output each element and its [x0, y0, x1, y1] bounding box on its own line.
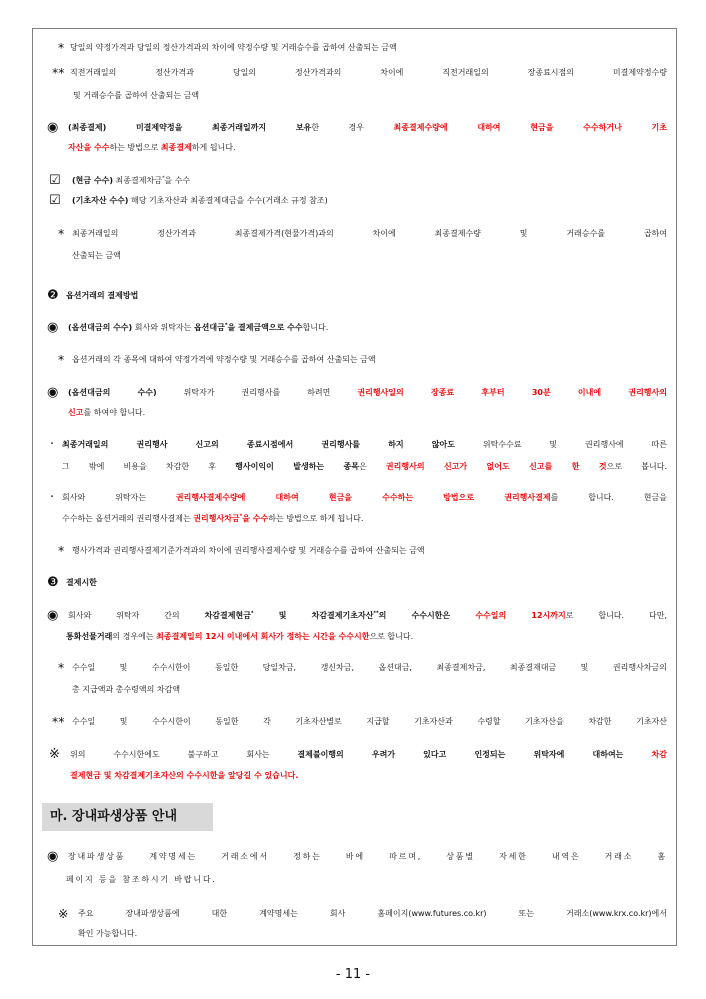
bold-text: 의 수수시한은: [378, 611, 476, 620]
red-emphasis-text: 결제현금 및 차감결제기초자산의 수수시한을 앞당길 수 있습니다.: [70, 771, 299, 780]
red-emphasis-text: 자산을 수수: [68, 143, 110, 152]
text-run: 산출되는 금액: [72, 251, 121, 260]
text-run: 회사와 위탁자는: [132, 323, 194, 332]
bold-text: 옵션대금: [193, 323, 225, 332]
text-run: 를 하여야 합니다.: [83, 408, 146, 417]
fisheye-bullet-icon: ◉: [47, 120, 59, 135]
text-run: 당일의 약정가격과 당일의 정산가격과의 차이에 약정수량 및 거래승수를 곱하여 산출되는 금액: [70, 43, 397, 52]
bold-text: (기초자산 수수): [72, 196, 129, 205]
text-run: 주요 장내파생상품에 대한 계약명세는 회사 홈페이지(www.futures.co.kr) 또는 거래소(www.krx.co.kr)에서: [78, 909, 667, 918]
superscript-mark: *: [250, 610, 254, 617]
footnote-line: [78, 906, 667, 922]
text-run: 으로 합니다.: [369, 632, 414, 641]
number-2-icon: ❷: [47, 288, 59, 303]
text-run: 최종거래일의 정산가격과 최종결제가격(현물가격)과의 차이에 최종결제수량 및 거래승수를 곱하여: [72, 229, 667, 238]
paragraph-line: [68, 849, 667, 865]
asterisk-marker: *: [58, 352, 65, 367]
paragraph-line: [66, 629, 667, 645]
footnote-line: [72, 352, 667, 368]
text-run: 수수하는 옵션거래의 권리행사결제는: [62, 514, 194, 523]
section-heading: [66, 575, 667, 591]
bold-text: 을 결제금액으로 수수: [227, 323, 303, 332]
fisheye-bullet-icon: ◉: [47, 608, 59, 623]
page-number: - 11 -: [335, 967, 371, 982]
reference-mark-icon: ※: [49, 747, 60, 762]
red-emphasis-text: 차감: [651, 750, 667, 759]
red-emphasis-text: 수수일의 12시까지: [475, 611, 566, 620]
paragraph-line: [62, 459, 667, 475]
section-header-ma: [42, 803, 213, 831]
text-run: 페이지 등을 참조하시기 바랍니다.: [66, 875, 217, 884]
bold-text: 최종거래일의 권리행사 신고의 종료시점에서 권리행사를 하지 않아도: [62, 440, 455, 449]
superscript-mark: *: [239, 513, 243, 520]
reference-mark-icon: ※: [58, 906, 69, 921]
red-emphasis-text: 최종결제: [160, 143, 192, 152]
red-emphasis-text: 최종결제일의 12시 이내에서 회사가 정하는 시간을 수수시한: [156, 632, 370, 641]
checkbox-checked-icon: ☑: [49, 173, 61, 188]
section-title: 마. 장내파생상품 안내: [50, 809, 178, 824]
number-3-icon: ❸: [47, 575, 59, 590]
text-run: 최종결제차금: [113, 176, 162, 185]
text-run: 로 합니다. 다만,: [565, 611, 667, 620]
text-run: 수수일 및 수수시한이 동일한 각 기초자산별로 지급할 기초자산과 수령할 기초자산을 차감한 기초자산: [72, 717, 667, 726]
text-run: 합니다.: [302, 323, 329, 332]
paragraph-line: [68, 320, 667, 336]
paragraph-line: [62, 511, 667, 527]
bold-text: (옵션대금의 수수): [68, 388, 157, 397]
checkbox-checked-icon: ☑: [49, 193, 61, 208]
text-run: 회사와 위탁자 간의: [68, 611, 205, 620]
red-emphasis-text: 권리행사결제수량에 대하여 현금을 수수하는 방법으로 권리행사결제: [175, 493, 551, 502]
text-run: 의 경우에는: [112, 632, 157, 641]
text-run: 으로 봅니다.: [606, 462, 667, 471]
footnote-line: [72, 248, 667, 264]
text-run: 하는 방법으로 하게 됩니다.: [268, 514, 364, 523]
text-run: 회사와 위탁자는: [62, 493, 176, 502]
red-emphasis-text: 을 수수: [242, 514, 269, 523]
text-run: 하게 됩니다.: [191, 143, 236, 152]
footnote-line: [70, 65, 667, 81]
fisheye-bullet-icon: ◉: [47, 320, 59, 335]
text-run: 위탁수수료 및 권리행사에 따른: [454, 440, 667, 449]
superscript-mark: **: [373, 610, 379, 617]
paragraph-line: [68, 405, 667, 421]
text-run: 해당 기초자산과 최종결제대금을 수수(거래소 규정 참조): [128, 196, 328, 205]
paragraph-line: [62, 437, 667, 453]
bold-text: (현금 수수): [72, 176, 114, 185]
footnote-line: [72, 714, 667, 730]
red-emphasis-text: 권리행사차금: [193, 514, 240, 523]
footnote-line: [72, 226, 667, 242]
paragraph-line: [62, 490, 667, 506]
middle-dot-bullet: ·: [50, 437, 55, 452]
text-run: 직전거래일의 정산가격과 당일의 정산가격과의 차이에 직전거래일의 장종료시점의 미결제약정수량: [70, 68, 667, 77]
text-run: 한 경우: [311, 123, 394, 132]
footnote-line: [73, 88, 667, 104]
bold-text: 결제시한: [66, 578, 97, 587]
text-run: 장내파생상품 계약명세는 거래소에서 정하는 바에 따르며, 상품별 자세한 내역은 거래소 홈: [68, 852, 667, 861]
paragraph-line: [72, 173, 667, 189]
text-run: 수수일 및 수수시한이 동일한 당일차금, 갱신차금, 옵션대금, 최종결제차금, 최종결재대금 및 권리행사차금의: [72, 663, 667, 672]
paragraph-line: [66, 872, 667, 888]
text-run: 및 거래승수를 곱하여 산출되는 금액: [73, 91, 200, 100]
bold-text: 행사이익이 발생하는 종목: [235, 462, 359, 471]
bold-text: 및 차감결제기초자산: [253, 611, 374, 620]
footnote-line: [70, 40, 667, 56]
paragraph-line: [70, 768, 667, 784]
red-emphasis-text: 최종결제수량에 대하여 현금을 수수하거나 기초: [393, 123, 667, 132]
footnote-line: [78, 926, 667, 942]
footnote-line: [72, 682, 667, 698]
fisheye-bullet-icon: ◉: [47, 849, 59, 864]
paragraph-line: [72, 193, 667, 209]
fisheye-bullet-icon: ◉: [47, 385, 59, 400]
red-emphasis-text: 권리행사의 신고가 없어도 신고를 한 것: [385, 462, 607, 471]
text-run: 은: [359, 462, 386, 471]
red-emphasis-text: 신고: [68, 408, 84, 417]
text-run: 총 지급액과 총수령액의 차감액: [72, 685, 181, 694]
text-run: 하는 방법으로: [109, 143, 161, 152]
bold-text: 차감결제현금: [204, 611, 251, 620]
superscript-mark: *: [224, 322, 228, 329]
bold-text: 결제불이행의 우려가 있다고 인정되는 위탁자에 대하여는: [297, 750, 652, 759]
footnote-line: [72, 660, 667, 676]
paragraph-line: [68, 608, 667, 624]
text-run: 확인 가능합니다.: [78, 929, 138, 938]
paragraph-line: [70, 747, 667, 763]
text-run: 그 밖에 비용을 차감한 후: [62, 462, 236, 471]
bold-text: 통화선물거래: [66, 632, 113, 641]
text-run: 를 합니다. 현금을: [550, 493, 667, 502]
paragraph-line: [68, 120, 667, 136]
bold-text: (옵션대금의 수수): [68, 323, 133, 332]
bold-text: 옵션거래의 결제방법: [66, 291, 139, 300]
paragraph-line: [68, 385, 667, 401]
double-asterisk-marker: **: [52, 65, 65, 80]
text-run: 위탁자가 권리행사를 하려면: [156, 388, 358, 397]
superscript-mark: *: [161, 175, 165, 182]
section-heading: [66, 288, 667, 304]
text-run: 행사가격과 권리행사결제기준가격과의 차이에 권리행사결제수량 및 거래승수를 곱하여 산출되는 금액: [72, 546, 425, 555]
text-run: 을 수수: [164, 176, 191, 185]
asterisk-marker: *: [58, 660, 65, 675]
bold-text: (최종결제) 미결제약정을 최종거래일까지 보유: [68, 123, 312, 132]
double-asterisk-marker: **: [52, 714, 65, 729]
text-run: 옵션거래의 각 종목에 대하여 약정가격에 약정수량 및 거래승수를 곱하여 산출되는 금액: [72, 355, 376, 364]
asterisk-marker: *: [58, 40, 65, 55]
asterisk-marker: *: [58, 543, 65, 558]
text-run: 위의 수수시한에도 불구하고 회사는: [70, 750, 298, 759]
asterisk-marker: *: [58, 226, 65, 241]
middle-dot-bullet: ·: [50, 490, 55, 505]
red-emphasis-text: 권리행사일의 장종료 후부터 30분 이내에 권리행사의: [357, 388, 667, 397]
footnote-line: [72, 543, 667, 559]
paragraph-line: [68, 140, 667, 156]
